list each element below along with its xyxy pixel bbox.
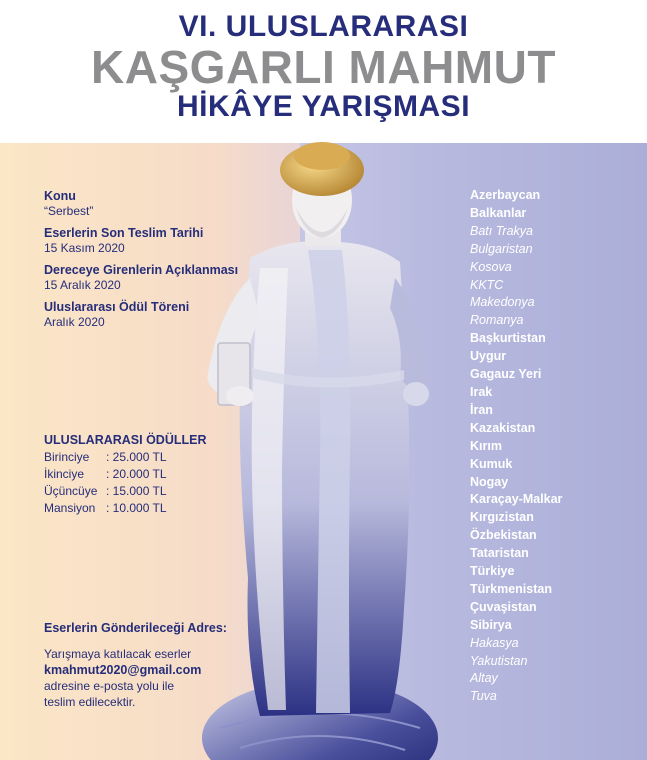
address-line-1: Yarışmaya katılacak eserler <box>44 647 192 661</box>
deadline-value: 15 Kasım 2020 <box>44 241 125 255</box>
country-item: İran <box>470 402 493 417</box>
prize-row <box>44 500 207 517</box>
country-item: Gagauz Yeri <box>470 367 542 382</box>
header-line-1: VI. ULUSLARARASI <box>178 10 469 43</box>
results-value: 15 Aralık 2020 <box>44 278 121 292</box>
country-item: Makedonya <box>470 295 535 310</box>
country-item: Kosova <box>470 259 512 274</box>
poster-header <box>0 0 647 143</box>
header-line-3: HİKÂYE YARIŞMASI <box>176 90 471 123</box>
address-section <box>44 620 274 710</box>
country-item: Nogay <box>470 474 509 489</box>
address-line-2: adresine e-posta yolu ile <box>44 679 175 693</box>
deadline-label: Eserlerin Son Teslim Tarihi <box>44 226 204 240</box>
prize-name: Birinciye <box>44 450 90 464</box>
country-item: Sibirya <box>470 617 512 632</box>
country-item: Azerbaycan <box>470 188 541 202</box>
country-item: Karaçay-Malkar <box>470 492 563 507</box>
prize-row <box>44 449 207 466</box>
ceremony-value: Aralık 2020 <box>44 315 105 329</box>
ceremony-label: Uluslararası Ödül Töreni <box>44 300 190 314</box>
prize-amount: : 25.000 TL <box>106 450 167 464</box>
address-title: Eserlerin Gönderileceği Adres: <box>44 621 227 635</box>
country-item: Altay <box>470 671 498 686</box>
country-item: Balkanlar <box>470 205 527 220</box>
country-item: Kırgızistan <box>470 510 534 525</box>
country-item: Romanya <box>470 313 524 328</box>
prize-name: İkinciye <box>44 467 85 481</box>
address-line-3: teslim edilecektir. <box>44 695 136 709</box>
country-item: Yakutistan <box>470 653 528 668</box>
prize-amount: : 15.000 TL <box>106 484 167 498</box>
email-address: kmahmut2020@gmail.com <box>44 663 202 677</box>
info-section <box>44 188 284 336</box>
topic-label: Konu <box>44 189 76 203</box>
results-label: Dereceye Girenlerin Açıklanması <box>44 263 239 277</box>
country-item: Başkurtistan <box>470 331 546 346</box>
prizes-title: ULUSLARARASI ÖDÜLLER <box>44 433 207 447</box>
prize-row <box>44 466 207 483</box>
prizes-section <box>44 432 207 517</box>
country-item: Türkiye <box>470 564 515 579</box>
country-item: Uygur <box>470 349 507 364</box>
country-item: KKTC <box>470 277 504 292</box>
country-item: Hakasya <box>470 635 519 650</box>
country-item: Kazakistan <box>470 420 536 435</box>
country-item: Tataristan <box>470 546 529 561</box>
prize-name: Üçüncüye <box>44 484 98 498</box>
prize-amount: : 20.000 TL <box>106 467 167 481</box>
country-item: Tuva <box>470 689 497 704</box>
topic-value: “Serbest” <box>44 204 94 218</box>
country-item: Irak <box>470 384 493 399</box>
prize-row <box>44 483 207 500</box>
country-item: Kırım <box>470 438 502 453</box>
prize-name: Mansiyon <box>44 501 96 515</box>
country-item: Özbekistan <box>470 528 537 543</box>
country-item: Bulgaristan <box>470 241 533 256</box>
header-line-2: KAŞGARLI MAHMUT <box>91 41 556 93</box>
country-item: Türkmenistan <box>470 581 552 596</box>
country-item: Kumuk <box>470 456 513 471</box>
prize-amount: : 10.000 TL <box>106 501 167 515</box>
country-item: Çuvaşistan <box>470 599 537 614</box>
country-item: Batı Trakya <box>470 223 533 238</box>
countries-list <box>470 187 640 706</box>
